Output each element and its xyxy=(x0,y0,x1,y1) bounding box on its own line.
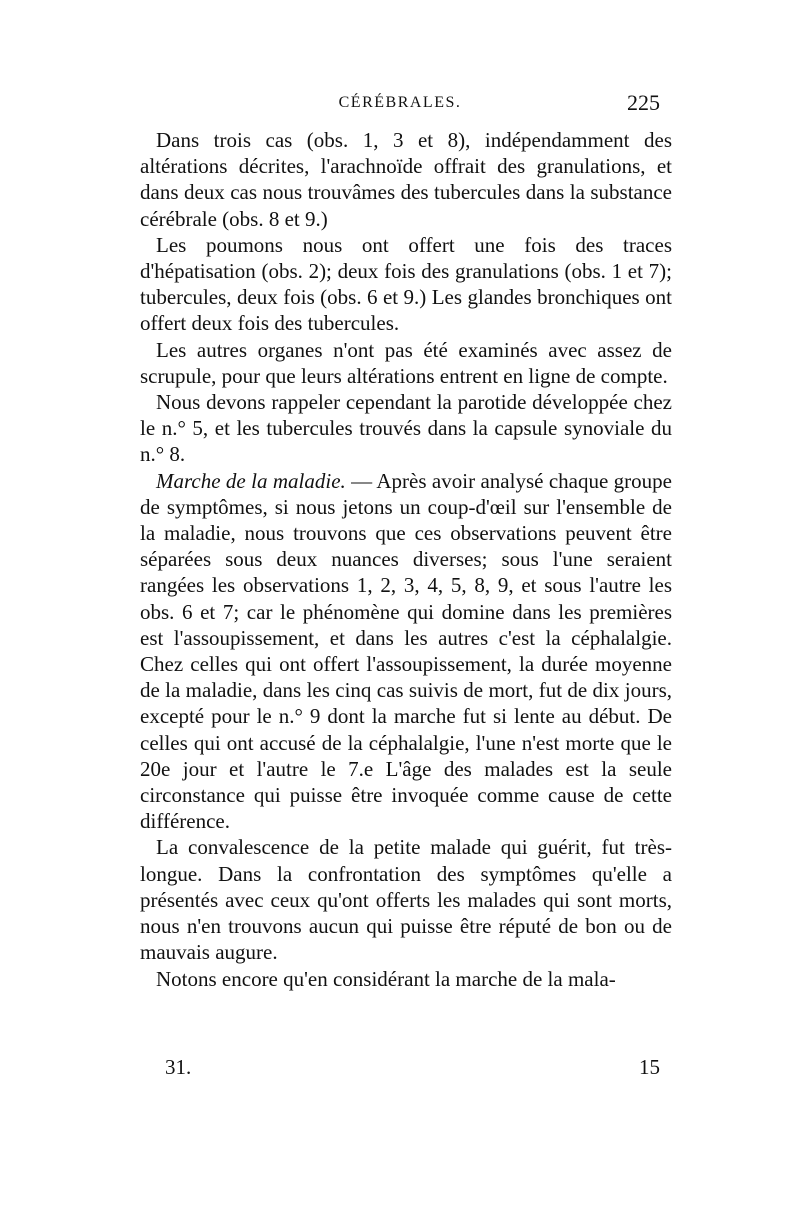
paragraph: Notons encore qu'en considérant la marche de la mala- xyxy=(156,966,616,991)
running-title: CÉRÉBRALES. xyxy=(338,94,462,111)
sheet-number: 15 xyxy=(639,1055,660,1079)
printer-signature: 31. xyxy=(165,1055,192,1079)
page-header xyxy=(140,90,660,124)
paragraph: Les autres organes n'ont pas été examinés avec assez de scrupule, pour que leurs altérations entrent en ligne de compte. xyxy=(140,337,672,388)
section-heading: Marche de la maladie. xyxy=(156,468,346,493)
paragraph xyxy=(140,468,672,835)
paragraph: Dans trois cas (obs. 1, 3 et 8), indépendamment des altérations décrites, l'arachnoïde offrait des granulations, et dans deux cas nous trouvâmes des tubercules dans la substance cérébrale (obs. 8 et 9.) xyxy=(140,128,672,231)
paragraph: Nous devons rappeler cependant la parotide développée chez le n.° 5, et les tubercules trouvés dans la capsule synoviale du n.° 8. xyxy=(140,390,672,467)
page-number: 225 xyxy=(627,90,660,115)
paragraph: La convalescence de la petite malade qui guérit, fut très-longue. Dans la confrontation des symptômes qu'elle a présentés avec ceux qu'ont offerts les malades qui sont morts, nous n'en trouvons aucun qui puisse être réputé de bon ou de mauvais augure. xyxy=(140,835,672,965)
body-text xyxy=(140,127,672,992)
page-footer xyxy=(140,1055,660,1081)
paragraph: Les poumons nous ont offert une fois des traces d'hépatisation (obs. 2); deux fois des granulations (obs. 1 et 7); tubercules, deux fois (obs. 6 et 9.) Les glandes bronchiques ont offert deux fois des tubercules. xyxy=(140,232,672,336)
paragraph-text: — Après avoir analysé chaque groupe de symptômes, si nous jetons un coup-d'œil sur l'ensemble de la maladie, nous trouvons que ces observations peuvent être séparées sous deux nuances diverses; sous l'une seraient rangées les observations 1, 2, 3, 4, 5, 8, 9, et sous l'autre les obs. 6 et 7; car le phénomène qui domine dans les premières est l'assoupissement, et dans les autres c'est la céphalalgie. Chez celles qui ont offert l'assoupissement, la durée moyenne de la maladie, dans les cinq cas suivis de mort, fut de dix jours, excepté pour le n.° 9 dont la marche fut si lente au début. De celles qui ont accusé de la céphalalgie, l'une n'est morte que le 20e jour et l'autre le 7.e L'âge des malades est la seule circonstance qui puisse être invoquée comme cause de cette différence. xyxy=(140,468,672,834)
